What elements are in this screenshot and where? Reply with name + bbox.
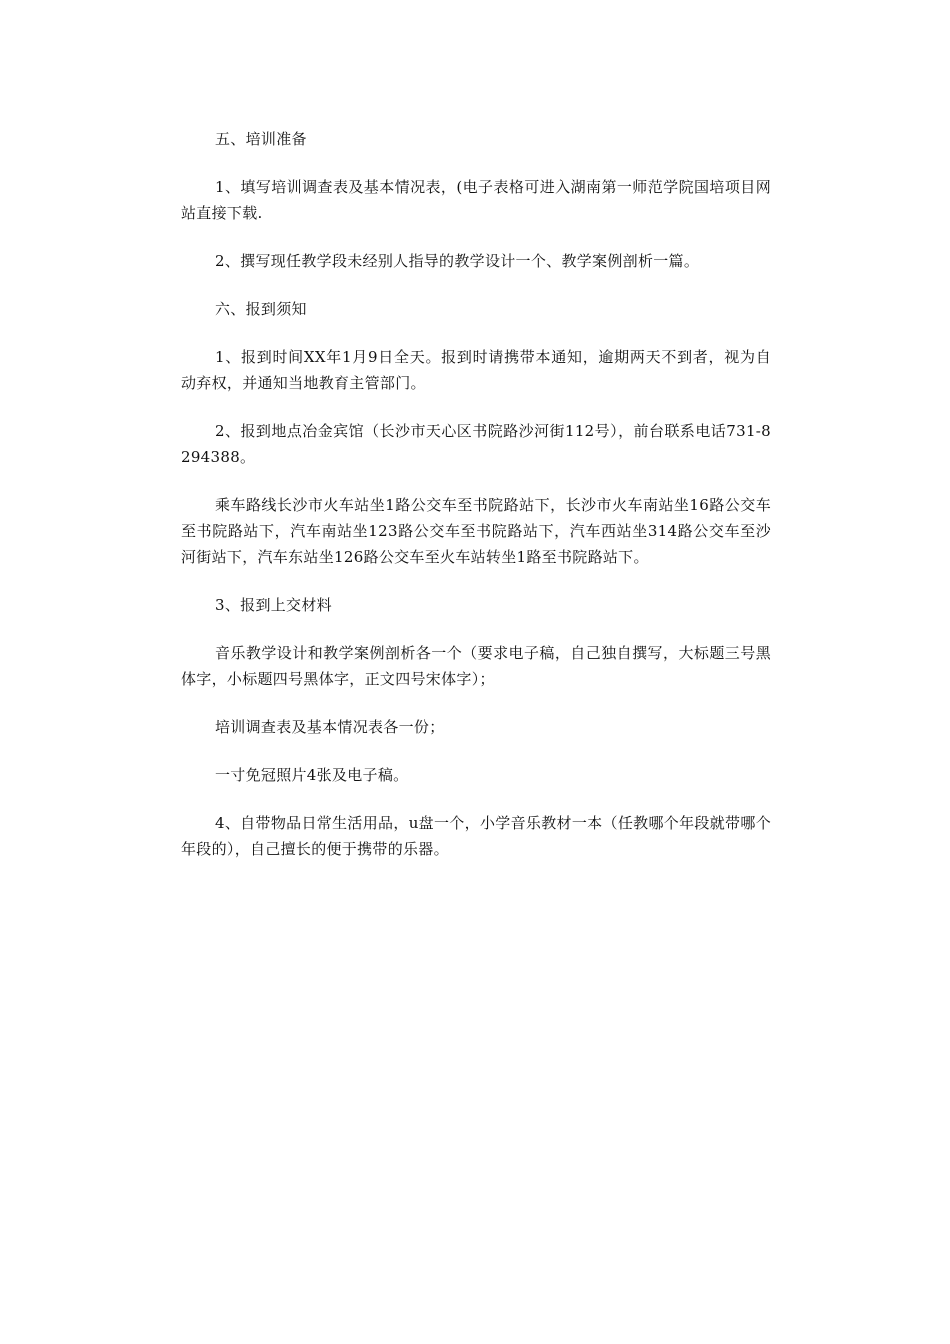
- section-heading-preparation: 五、培训准备: [215, 130, 307, 148]
- paragraph-survey-form: 1、填写培训调查表及基本情况表，(电子表格可进入湖南第一师范学院国培项目网站直接下载.: [181, 178, 771, 222]
- paragraph-registration-time: 1、报到时间XX年1月9日全天。报到时请携带本通知，逾期两天不到者，视为自动弃权，并通知当地教育主管部门。: [181, 348, 771, 392]
- paragraph-registration-location: 2、报到地点冶金宾馆（长沙市天心区书院路沙河街112号），前台联系电话731-8294388。: [181, 422, 771, 466]
- paragraph-teaching-design: 2、撰写现任教学段未经别人指导的教学设计一个、教学案例剖析一篇。: [215, 252, 700, 270]
- paragraph-materials-heading: 3、报到上交材料: [215, 596, 332, 614]
- paragraph-survey-copies: 培训调查表及基本情况表各一份；: [215, 718, 445, 736]
- document-body: [181, 126, 771, 884]
- section-heading-registration: 六、报到须知: [215, 300, 307, 318]
- paragraph-personal-items: 4、自带物品日常生活用品，u盘一个，小学音乐教材一本（任教哪个年段就带哪个年段的），自己擅长的便于携带的乐器。: [181, 814, 771, 858]
- paragraph-photos: 一寸免冠照片4张及电子稿。: [215, 766, 409, 784]
- paragraph-bus-routes: 乘车路线长沙市火车站坐1路公交车至书院路站下，长沙市火车南站坐16路公交车至书院路站下，汽车南站坐123路公交车至书院路站下，汽车西站坐314路公交车至沙河街站下，汽车东站坐126路公交车至火车站转坐1路至书院路站下。: [181, 496, 771, 566]
- paragraph-music-design: 音乐教学设计和教学案例剖析各一个（要求电子稿，自己独自撰写，大标题三号黑体字，小标题四号黑体字，正文四号宋体字）；: [181, 644, 771, 688]
